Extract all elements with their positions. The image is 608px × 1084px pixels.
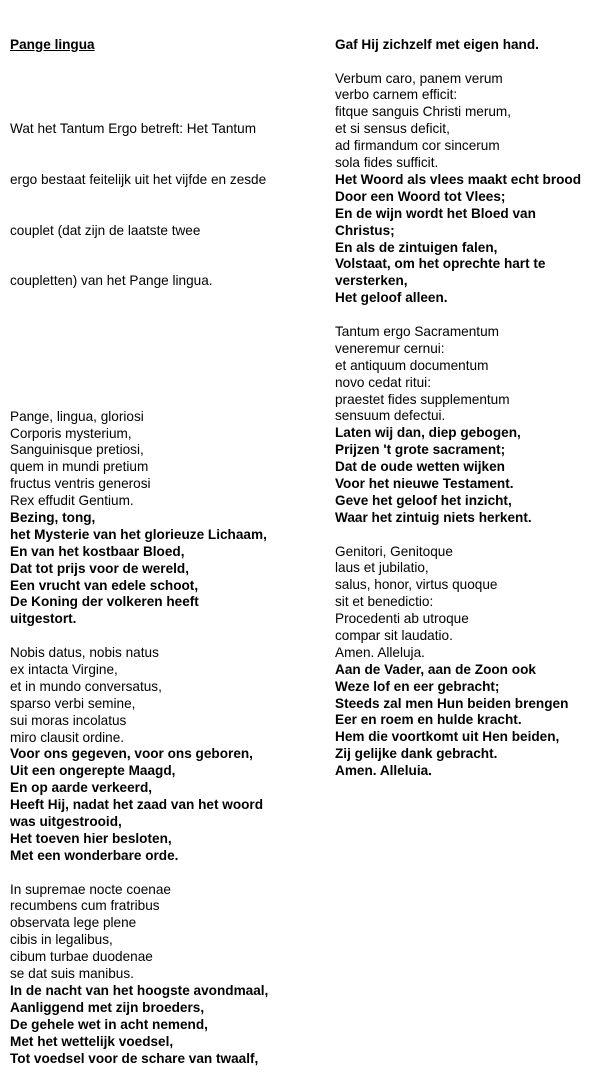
dutch-line: Uit een ongerepte Maagd, (10, 763, 176, 779)
latin-line: laus et jubilatio, (335, 560, 429, 576)
right-column (335, 3, 607, 797)
latin-line: Rex effudit Gentium. (10, 493, 134, 509)
latin-line: quem in mundi pretium (10, 459, 149, 475)
dutch-line: En als de zintuigen falen, (335, 239, 498, 255)
latin-line: ad firmandum cor sincerum (335, 138, 500, 154)
dutch-line: Met een wonderbare orde. (10, 847, 179, 863)
latin-line: fitque sanguis Christi merum, (335, 104, 512, 120)
dutch-line: Volstaat, om het oprechte hart te (335, 256, 546, 272)
intro-line: couplet (dat zijn de laatste twee (10, 222, 201, 238)
dutch-line: In de nacht van het hoogste avondmaal, (10, 982, 269, 998)
latin-line: Procedenti ab utroque (335, 611, 469, 627)
latin-line: Amen. Alleluja. (335, 644, 425, 660)
stanza-gap (10, 628, 310, 645)
latin-line: compar sit laudatio. (335, 627, 453, 643)
dutch-line: En de wijn wordt het Bloed van (335, 205, 536, 221)
latin-line: fructus ventris generosi (10, 476, 151, 492)
latin-line: verbo carnem efficit: (335, 87, 458, 103)
intro-line: Wat het Tantum Ergo betreft: Het Tantum (10, 121, 257, 137)
dutch-line: Gaf Hij zichzelf met eigen hand. (335, 36, 539, 52)
latin-line: cibis in legalibus, (10, 932, 113, 948)
latin-line: recumbens cum fratribus (10, 898, 160, 914)
dutch-line: De gehele wet in acht nemend, (10, 1016, 208, 1032)
dutch-line: Laten wij dan, diep gebogen, (335, 425, 521, 441)
latin-line: Corporis mysterium, (10, 425, 132, 441)
latin-line: et in mundo conversatus, (10, 678, 162, 694)
dutch-line: Door een Woord tot Vlees; (335, 188, 506, 204)
latin-line: Tantum ergo Sacramentum (335, 323, 499, 339)
dutch-line: Geve het geloof het inzicht, (335, 492, 512, 508)
dutch-line: Aanliggend met zijn broeders, (10, 999, 205, 1015)
latin-line: Pange, lingua, gloriosi (10, 408, 144, 424)
dutch-line: uitgestort. (10, 611, 77, 627)
latin-line: sola fides sufficit. (335, 155, 439, 171)
page-title: Pange lingua (10, 36, 95, 52)
stanza (10, 882, 310, 1068)
latin-line: sparso verbi semine, (10, 695, 136, 711)
latin-line: veneremur cernui: (335, 340, 445, 356)
left-stanzas (10, 409, 310, 1068)
stanza (335, 37, 607, 54)
latin-line: novo cedat ritui: (335, 374, 431, 390)
dutch-line: En op aarde verkeerd, (10, 780, 153, 796)
latin-line: Nobis datus, nobis natus (10, 645, 159, 661)
stanza (335, 324, 607, 527)
latin-line: In supremae nocte coenae (10, 881, 171, 897)
latin-line: sit et benedictio: (335, 594, 434, 610)
latin-line: Genitori, Genitoque (335, 543, 453, 559)
latin-line: miro clausit ordine. (10, 729, 125, 745)
dutch-line: het Mysterie van het glorieuze Lichaam, (10, 526, 267, 542)
dutch-line: Voor het nieuwe Testament. (335, 475, 514, 491)
intro-paragraph (10, 88, 310, 325)
stanza-gap (10, 358, 310, 375)
latin-line: cibum turbae duodenae (10, 949, 153, 965)
dutch-line: Tot voedsel voor de schare van twaalf, (10, 1050, 259, 1066)
dutch-line: Weze lof en eer gebracht; (335, 678, 500, 694)
latin-line: praestet fides supplementum (335, 391, 510, 407)
dutch-line: Het Woord als vlees maakt echt brood (335, 171, 582, 187)
latin-line: sensuum defectui. (335, 408, 446, 424)
stanza-gap (335, 307, 607, 324)
dutch-line: Eer en roem en hulde kracht. (335, 712, 522, 728)
dutch-line: Een vrucht van edele schoot, (10, 577, 199, 593)
dutch-line: Prijzen 't grote sacrament; (335, 442, 506, 458)
stanza (10, 645, 310, 865)
dutch-line: Aan de Vader, aan de Zoon ook (335, 661, 536, 677)
dutch-line: versterken, (335, 273, 408, 289)
dutch-line: Heeft Hij, nadat het zaad van het woord (10, 797, 264, 813)
dutch-line: Bezing, tong, (10, 510, 96, 525)
dutch-line: Het geloof alleen. (335, 290, 448, 306)
latin-line: et si sensus deficit, (335, 121, 450, 137)
dutch-line: Voor ons gegeven, voor ons geboren, (10, 746, 253, 762)
stanza (10, 409, 310, 629)
dutch-line: Dat de oude wetten wijken (335, 459, 505, 475)
left-column (10, 3, 310, 1084)
dutch-line: Dat tot prijs voor de wereld, (10, 560, 190, 576)
latin-line: Verbum caro, panem verum (335, 70, 503, 86)
latin-line: ex intacta Virgine, (10, 662, 118, 678)
stanza (335, 71, 607, 307)
dutch-line: Zij gelijke dank gebracht. (335, 746, 498, 762)
latin-line: Sanguinisque pretiosi, (10, 442, 144, 458)
latin-line: observata lege plene (10, 915, 137, 931)
right-stanzas (335, 37, 607, 780)
dutch-line: Christus; (335, 222, 395, 238)
stanza-gap (10, 865, 310, 882)
dutch-line: Steeds zal men Hun beiden brengen (335, 695, 569, 711)
stanza-gap (335, 54, 607, 71)
dutch-line: Waar het zintuig niets herkent. (335, 509, 532, 525)
dutch-line: De Koning der volkeren heeft (10, 594, 199, 610)
latin-line: salus, honor, virtus quoque (335, 577, 498, 593)
latin-line: sui moras incolatus (10, 712, 127, 728)
latin-line: se dat suis manibus. (10, 966, 134, 982)
latin-line: et antiquum documentum (335, 357, 489, 373)
dutch-line: Met het wettelijk voedsel, (10, 1033, 174, 1049)
intro-line: coupletten) van het Pange lingua. (10, 273, 213, 289)
dutch-line: En van het kostbaar Bloed, (10, 543, 185, 559)
dutch-line: Het toeven hier besloten, (10, 830, 172, 846)
dutch-line: Hem die voortkomt uit Hen beiden, (335, 729, 560, 745)
stanza (335, 544, 607, 780)
stanza-gap (335, 527, 607, 544)
intro-line: ergo bestaat feitelijk uit het vijfde en zesde (10, 172, 267, 188)
dutch-line: Amen. Alleluia. (335, 763, 432, 779)
dutch-line: was uitgestrooid, (10, 814, 122, 830)
